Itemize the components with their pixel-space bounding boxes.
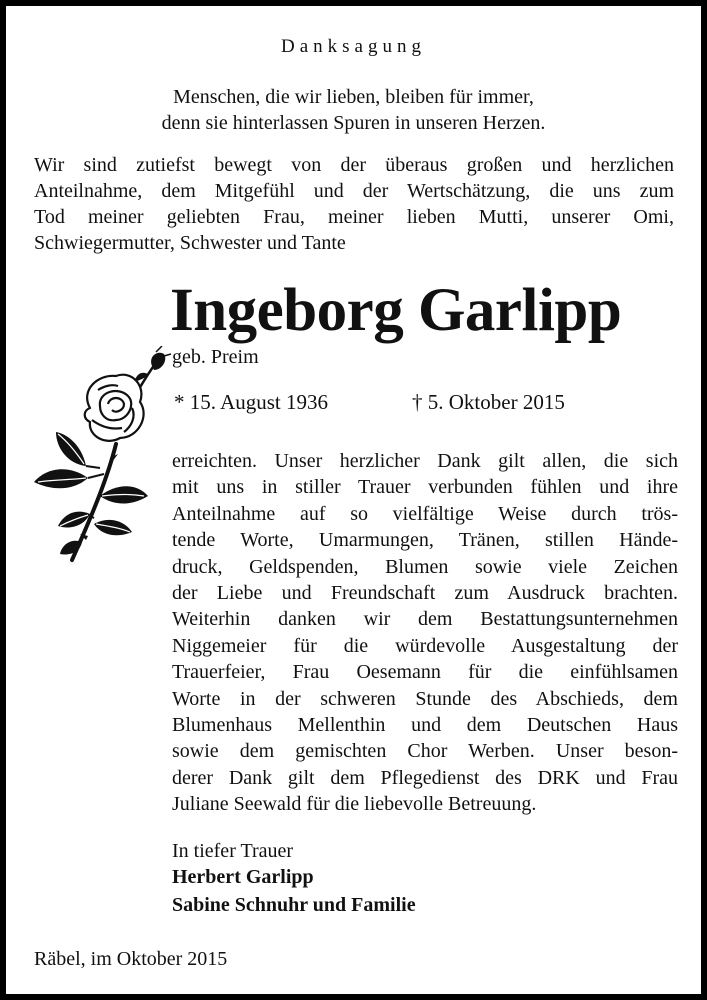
birth-date: * 15. August 1936 bbox=[174, 390, 329, 414]
intro-line: Schwiegermutter, Schwester und Tante bbox=[34, 232, 346, 254]
signer-name: Herbert Garlipp bbox=[172, 866, 314, 888]
intro-line: Anteilnahme, dem Mitgefühl und der Wertschätzung, die uns zum bbox=[34, 180, 674, 202]
maiden-name: geb. Preim bbox=[172, 346, 259, 368]
thanks-text bbox=[172, 448, 678, 818]
thanks-line: Weiterhin danken wir dem Bestattungsunternehmen bbox=[172, 608, 678, 631]
thanks-line: Blumenhaus Mellenthin und dem Deutschen Haus bbox=[172, 714, 678, 737]
notice-heading: Danksagung bbox=[281, 36, 426, 57]
place-date: Räbel, im Oktober 2015 bbox=[34, 948, 228, 970]
thanks-line: sowie dem gemischten Chor Werben. Unser beson- bbox=[172, 740, 678, 763]
thanks-line: tende Worte, Umarmungen, Tränen, stillen Hände- bbox=[172, 529, 678, 552]
deceased-name: Ingeborg Garlipp bbox=[170, 277, 622, 344]
thanks-line: mit uns in stiller Trauer verbunden fühlen und ihre bbox=[172, 476, 678, 499]
intro-text bbox=[34, 152, 674, 256]
signer-name: Sabine Schnuhr und Familie bbox=[172, 894, 416, 916]
thanks-line: Juliane Seewald für die liebevolle Betreuung. bbox=[172, 793, 537, 816]
thanks-line: Niggemeier für die würdevolle Ausgestaltung der bbox=[172, 634, 678, 657]
rose-icon bbox=[28, 346, 173, 568]
thanks-line: Worte in der schweren Stunde des Abschieds, dem bbox=[172, 687, 678, 710]
death-date: † 5. Oktober 2015 bbox=[412, 390, 565, 414]
thanks-line: derer Dank gilt dem Pflegedienst des DRK und Frau bbox=[172, 766, 678, 789]
intro-line: Tod meiner geliebten Frau, meiner lieben Mutti, unserer Omi, bbox=[34, 206, 674, 228]
thanks-line: der Liebe und Freundschaft zum Ausdruck brachten. bbox=[172, 582, 678, 605]
intro-line: Wir sind zutiefst bewegt von der überaus großen und herzlichen bbox=[34, 154, 674, 176]
thanks-line: druck, Geldspenden, Blumen sowie viele Zeichen bbox=[172, 555, 678, 578]
thanks-line: Trauerfeier, Frau Oesemann für die einfühlsamen bbox=[172, 661, 678, 684]
motto-line: Menschen, die wir lieben, bleiben für immer, bbox=[173, 86, 534, 108]
motto-line: denn sie hinterlassen Spuren in unseren Herzen. bbox=[161, 112, 546, 134]
motto bbox=[6, 84, 701, 136]
thanks-line: Anteilnahme auf so vielfältige Weise durch trös- bbox=[172, 502, 678, 525]
thanks-line: erreichten. Unser herzlicher Dank gilt allen, die sich bbox=[172, 450, 678, 472]
mourning-phrase: In tiefer Trauer bbox=[172, 840, 294, 862]
